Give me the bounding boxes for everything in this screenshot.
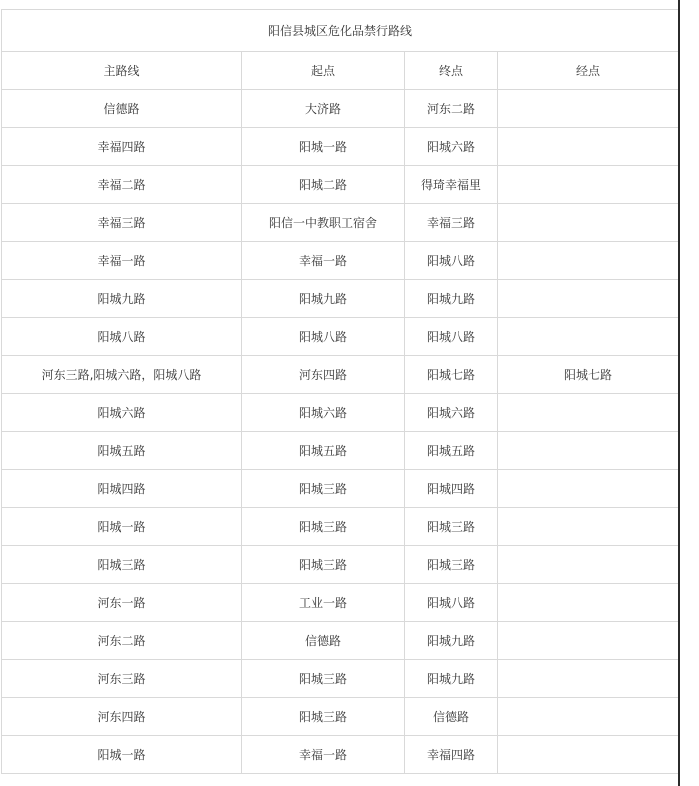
cell-end-point: 阳城九路 (405, 280, 498, 318)
cell-start-point: 阳城五路 (242, 432, 405, 470)
cell-end-point: 阳城八路 (405, 584, 498, 622)
table-header-row (2, 52, 679, 90)
cell-end-point: 阳城三路 (405, 508, 498, 546)
cell-main-route: 阳城三路 (2, 546, 242, 584)
cell-end-point: 阳城四路 (405, 470, 498, 508)
cell-via-point (498, 546, 679, 584)
cell-main-route: 河东三路,阳城六路，阳城八路 (2, 356, 242, 394)
cell-start-point: 阳城六路 (242, 394, 405, 432)
cell-end-point: 阳城六路 (405, 394, 498, 432)
cell-via-point (498, 584, 679, 622)
cell-main-route: 河东二路 (2, 622, 242, 660)
cell-end-point: 信德路 (405, 698, 498, 736)
cell-main-route: 阳城五路 (2, 432, 242, 470)
column-header-via-point: 经点 (498, 52, 679, 90)
cell-end-point: 阳城五路 (405, 432, 498, 470)
cell-start-point: 幸福一路 (242, 242, 405, 280)
table-body (2, 90, 679, 774)
cell-via-point (498, 698, 679, 736)
cell-via-point (498, 470, 679, 508)
cell-via-point (498, 204, 679, 242)
cell-start-point: 阳城三路 (242, 546, 405, 584)
cell-end-point: 阳城八路 (405, 242, 498, 280)
cell-main-route: 幸福一路 (2, 242, 242, 280)
cell-via-point (498, 736, 679, 774)
cell-end-point: 幸福四路 (405, 736, 498, 774)
cell-main-route: 信德路 (2, 90, 242, 128)
cell-main-route: 阳城六路 (2, 394, 242, 432)
cell-main-route: 河东一路 (2, 584, 242, 622)
cell-via-point (498, 432, 679, 470)
table-row (2, 546, 679, 584)
table-row (2, 660, 679, 698)
cell-via-point: 阳城七路 (498, 356, 679, 394)
table-row (2, 394, 679, 432)
table-row (2, 432, 679, 470)
table-title: 阳信县城区危化品禁行路线 (2, 10, 679, 52)
restricted-routes-table (1, 9, 679, 774)
cell-end-point: 阳城七路 (405, 356, 498, 394)
cell-via-point (498, 166, 679, 204)
cell-via-point (498, 660, 679, 698)
cell-main-route: 阳城九路 (2, 280, 242, 318)
cell-via-point (498, 622, 679, 660)
cell-start-point: 阳城九路 (242, 280, 405, 318)
cell-start-point: 河东四路 (242, 356, 405, 394)
table-row (2, 584, 679, 622)
table-row (2, 470, 679, 508)
cell-main-route: 幸福二路 (2, 166, 242, 204)
page-edge-line (678, 0, 680, 786)
cell-via-point (498, 508, 679, 546)
table-row (2, 166, 679, 204)
cell-start-point: 阳信一中教职工宿舍 (242, 204, 405, 242)
cell-main-route: 河东三路 (2, 660, 242, 698)
column-header-main-route: 主路线 (2, 52, 242, 90)
cell-start-point: 阳城一路 (242, 128, 405, 166)
cell-start-point: 阳城八路 (242, 318, 405, 356)
cell-end-point: 阳城八路 (405, 318, 498, 356)
cell-main-route: 幸福四路 (2, 128, 242, 166)
column-header-start-point: 起点 (242, 52, 405, 90)
cell-start-point: 阳城三路 (242, 470, 405, 508)
cell-via-point (498, 280, 679, 318)
table-row (2, 698, 679, 736)
cell-start-point: 阳城三路 (242, 660, 405, 698)
column-header-end-point: 终点 (405, 52, 498, 90)
cell-end-point: 幸福三路 (405, 204, 498, 242)
cell-start-point: 工业一路 (242, 584, 405, 622)
cell-via-point (498, 318, 679, 356)
table-row (2, 508, 679, 546)
cell-via-point (498, 90, 679, 128)
cell-end-point: 阳城三路 (405, 546, 498, 584)
cell-main-route: 阳城一路 (2, 508, 242, 546)
table-row (2, 356, 679, 394)
table-row (2, 128, 679, 166)
cell-main-route: 阳城一路 (2, 736, 242, 774)
table-row (2, 204, 679, 242)
cell-end-point: 阳城九路 (405, 622, 498, 660)
cell-via-point (498, 394, 679, 432)
cell-start-point: 幸福一路 (242, 736, 405, 774)
cell-start-point: 信德路 (242, 622, 405, 660)
table-row (2, 280, 679, 318)
table-row (2, 318, 679, 356)
cell-main-route: 阳城八路 (2, 318, 242, 356)
cell-start-point: 大济路 (242, 90, 405, 128)
cell-main-route: 幸福三路 (2, 204, 242, 242)
cell-end-point: 阳城九路 (405, 660, 498, 698)
cell-start-point: 阳城二路 (242, 166, 405, 204)
cell-start-point: 阳城三路 (242, 698, 405, 736)
cell-end-point: 河东二路 (405, 90, 498, 128)
table-row (2, 90, 679, 128)
table-row (2, 736, 679, 774)
table-title-row (2, 10, 679, 52)
cell-via-point (498, 242, 679, 280)
cell-start-point: 阳城三路 (242, 508, 405, 546)
cell-main-route: 河东四路 (2, 698, 242, 736)
cell-via-point (498, 128, 679, 166)
cell-end-point: 阳城六路 (405, 128, 498, 166)
cell-end-point: 得琦幸福里 (405, 166, 498, 204)
cell-main-route: 阳城四路 (2, 470, 242, 508)
table-row (2, 622, 679, 660)
table-row (2, 242, 679, 280)
